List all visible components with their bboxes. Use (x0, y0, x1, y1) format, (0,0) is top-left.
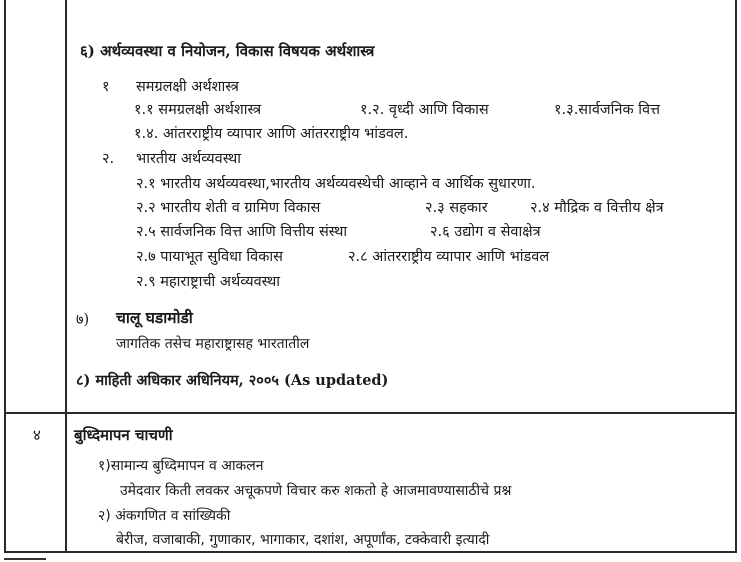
section6-heading: ६) अर्थव्यवस्था व नियोजन, विकास विषयक अर्थशास्त्र (80, 42, 375, 60)
item-2-3: २.३ सहकार (425, 200, 488, 216)
reasoning-sub2-title: २) अंकगणित व सांख्यिकी (98, 508, 231, 524)
item-2-6: २.६ उद्योग व सेवाक्षेत्र (430, 224, 541, 240)
item-2-7: २.७ पायाभूत सुविधा विकास (136, 249, 283, 265)
section7-number: ७) (76, 312, 90, 328)
row-serial-number: ४ (33, 426, 41, 444)
column-divider (65, 0, 67, 553)
sub1-title: समग्रलक्षी अर्थशास्त्र (136, 79, 239, 95)
section7-heading: चालू घडामोडी (116, 308, 193, 327)
table-border-right (735, 0, 737, 553)
item-2-8: २.८ आंतरराष्ट्रीय व्यापार आणि भांडवल (348, 249, 550, 265)
item-2-1: २.१ भारतीय अर्थव्यवस्था,भारतीय अर्थव्यवस्थेची आव्हाने व आर्थिक सुधारणा. (136, 176, 536, 192)
item-1-1: १.१ समग्रलक्षी अर्थशास्त्र (134, 102, 262, 118)
section8-heading: ८) माहिती अधिकार अधिनियम, २००५ (As updated) (76, 372, 389, 389)
table-border-left (4, 0, 6, 553)
item-1-3: १.३.सार्वजनिक वित्त (554, 102, 661, 118)
page-fragment-mark (4, 558, 46, 560)
reasoning-heading: बुध्दिमापन चाचणी (74, 426, 173, 444)
reasoning-sub1-title: १)सामान्य बुध्दिमापन व आकलन (98, 458, 264, 474)
row-divider (4, 412, 737, 414)
item-2-9: २.९ महाराष्ट्राची अर्थव्यवस्था (136, 274, 281, 290)
item-2-5: २.५ सार्वजनिक वित्त आणि वित्तीय संस्था (136, 224, 348, 240)
sub1-number: १ (102, 79, 110, 95)
sub2-title: भारतीय अर्थव्यवस्था (136, 151, 242, 167)
item-1-2: १.२. वृध्दी आणि विकास (360, 102, 489, 118)
item-2-4: २.४ मौद्रिक व वित्तीय क्षेत्र (530, 200, 664, 216)
reasoning-sub2-desc: बेरीज, वजाबाकी, गुणाकार, भागाकार, दशांश, अपूर्णांक, टक्केवारी इत्यादी (116, 532, 490, 548)
section7-description: जागतिक तसेच महाराष्ट्रासह भारतातील (116, 336, 310, 352)
reasoning-sub1-desc: उमेदवार किती लवकर अचूकपणे विचार करु शकतो हे आजमावण्यासाठीचे प्रश्न (120, 483, 512, 499)
table-border-bottom (4, 551, 737, 553)
item-2-2: २.२ भारतीय शेती व ग्रामिण विकास (136, 200, 321, 216)
item-1-4: १.४. आंतरराष्ट्रीय व्यापार आणि आंतरराष्ट्रीय भांडवल. (134, 126, 409, 142)
sub2-number: २. (102, 151, 115, 167)
